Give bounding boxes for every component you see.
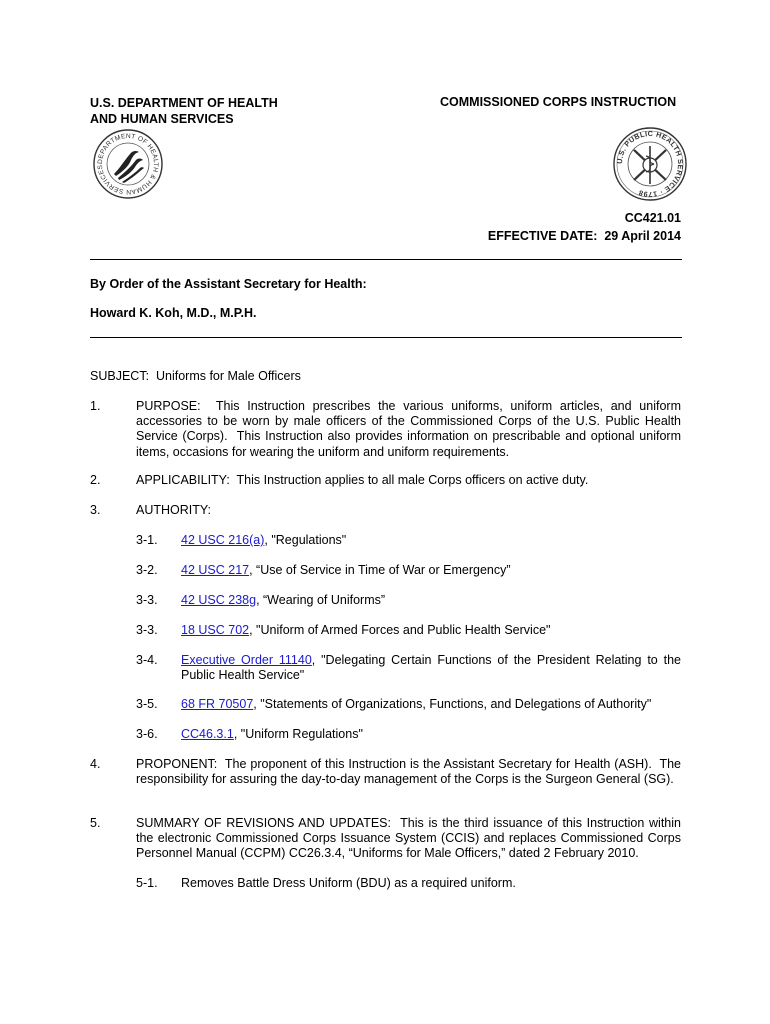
authority-link[interactable]: Executive Order 11140	[181, 653, 312, 667]
authority-title: , "Uniform of Armed Forces and Public Health Service"	[249, 623, 551, 637]
authority-link[interactable]: CC46.3.1	[181, 727, 234, 741]
hhs-seal	[92, 128, 164, 200]
authority-citation	[181, 623, 681, 638]
authority-link[interactable]: 42 USC 216(a)	[181, 533, 265, 547]
department-name	[90, 95, 278, 127]
section-2-applicability: APPLICABILITY: This Instruction applies to all male Corps officers on active duty.	[136, 473, 589, 487]
phs-seal-text: U.S. PUBLIC HEALTH SERVICE · 1798	[614, 128, 686, 200]
authority-number: 3-3.	[136, 593, 158, 607]
department-line-1: U.S. DEPARTMENT OF HEALTH	[90, 96, 278, 110]
authority-title: , “Wearing of Uniforms”	[256, 593, 386, 607]
revision-number: 5-1.	[136, 876, 158, 890]
authority-number: 3-6.	[136, 727, 158, 741]
document-number: CC421.01	[624, 211, 681, 225]
authority-number: 3-3.	[136, 623, 158, 637]
authority-title: , “Use of Service in Time of War or Emergency”	[249, 563, 511, 577]
divider-top	[90, 259, 682, 260]
authority-citation	[181, 563, 681, 578]
authority-link[interactable]: 42 USC 238g	[181, 593, 257, 607]
authority-number: 3-5.	[136, 697, 158, 711]
authority-title: , "Regulations"	[264, 533, 347, 547]
authority-citation	[181, 697, 681, 712]
section-1-number: 1.	[90, 399, 101, 413]
section-3-number: 3.	[90, 503, 101, 517]
signer-name: Howard K. Koh, M.D., M.P.H.	[90, 306, 257, 320]
section-5-summary: SUMMARY OF REVISIONS AND UPDATES: This is the third issuance of this Instruction within the electronic Commissioned Corps Issuance System (CCIS) and replaces Commissioned Corps Personnel Manual (CCPM) CC26.3.4, “Uniforms for Male Officers,” dated 2 February 2010.	[136, 816, 685, 861]
effective-date: EFFECTIVE DATE: 29 April 2014	[487, 229, 681, 243]
authority-title: , "Delegating Certain Functions of the President Relating to the Public Health Service"	[181, 653, 681, 683]
authority-link[interactable]: 42 USC 217	[181, 563, 250, 577]
hhs-seal-text: DEPARTMENT OF HEALTH & HUMAN SERVICES	[96, 132, 160, 196]
revision-text: Removes Battle Dress Uniform (BDU) as a required uniform.	[181, 876, 516, 890]
instruction-type-title: COMMISSIONED CORPS INSTRUCTION	[440, 95, 677, 109]
authority-link[interactable]: 68 FR 70507	[181, 697, 254, 711]
authority-number: 3-4.	[136, 653, 158, 667]
section-2-number: 2.	[90, 473, 101, 487]
authority-citation	[181, 653, 681, 683]
section-5-number: 5.	[90, 816, 101, 830]
phs-seal	[612, 126, 688, 202]
by-order-line: By Order of the Assistant Secretary for Health:	[90, 277, 367, 291]
authority-title: , "Statements of Organizations, Functions, and Delegations of Authority"	[253, 697, 652, 711]
section-4-number: 4.	[90, 757, 101, 771]
section-4-proponent: PROPONENT: The proponent of this Instruction is the Assistant Secretary for Health (ASH). The responsibility for assuring the day-to-day management of the Corps is the Surgeon General (SG).	[136, 757, 685, 787]
subject-line: SUBJECT: Uniforms for Male Officers	[90, 369, 301, 383]
authority-number: 3-1.	[136, 533, 158, 547]
authority-citation	[181, 593, 681, 608]
department-line-2: AND HUMAN SERVICES	[90, 112, 234, 126]
authority-citation	[181, 533, 681, 548]
authority-number: 3-2.	[136, 563, 158, 577]
authority-title: , "Uniform Regulations"	[233, 727, 363, 741]
section-3-authority: AUTHORITY:	[136, 503, 212, 517]
section-1-purpose: PURPOSE: This Instruction prescribes the various uniforms, uniform articles, and uniform accessories to be worn by male officers of the Commissioned Corps of the U.S. Public Health Service (Corps). This Instruction also provides information on prescribable and optional uniform items, occasions for wearing the uniform and uniform requirements.	[136, 399, 685, 459]
authority-link[interactable]: 18 USC 702	[181, 623, 250, 637]
authority-citation	[181, 727, 681, 742]
divider-bottom	[90, 337, 682, 338]
